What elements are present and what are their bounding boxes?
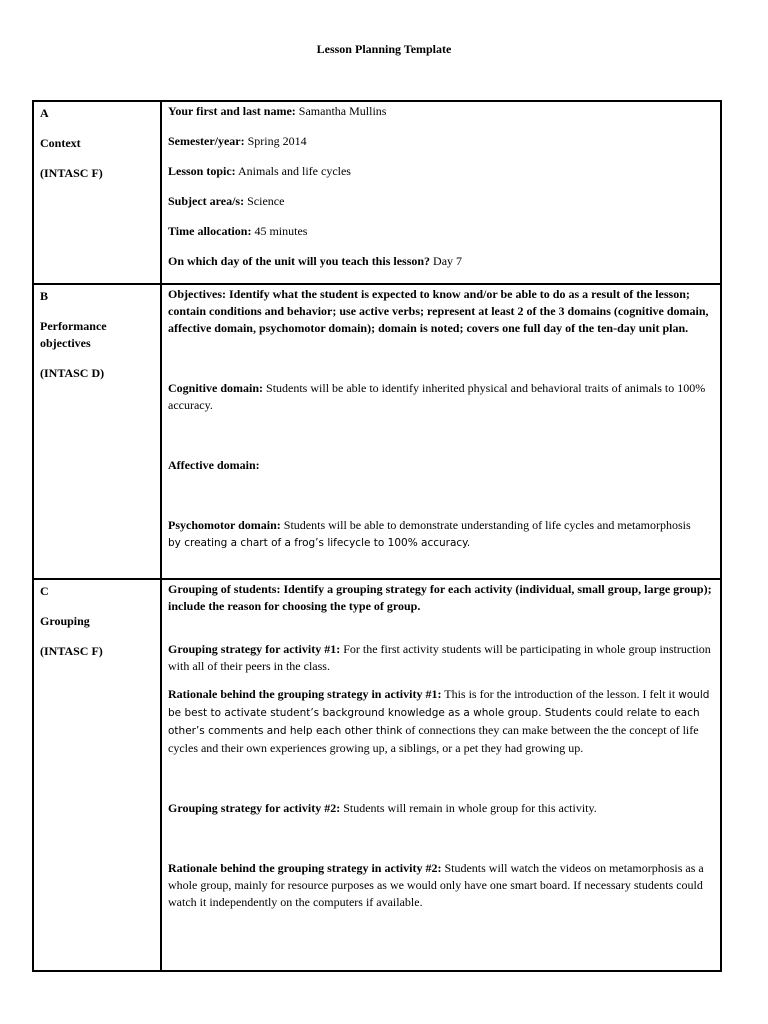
section-c-standard: (INTASC F)	[40, 644, 103, 658]
section-a-label-cell	[33, 101, 161, 284]
cognitive-domain: Cognitive domain: Students will be able to identify inherited physical and behavioral traits of animals to 100% accuracy.	[168, 381, 706, 412]
section-a-name: Context	[40, 136, 81, 150]
section-a-standard: (INTASC F)	[40, 166, 103, 180]
field-time: Time allocation: 45 minutes	[168, 224, 308, 238]
section-b-content-cell	[161, 284, 721, 579]
section-b-letter: B	[40, 289, 49, 303]
grouping-rationale-2: Rationale behind the grouping strategy in activity #2: Students will watch the videos on metamorphosis as a whole group, mainly for resource purposes as we would only have one smart board. If necessary students could watch it independently on the computers if available.	[168, 861, 704, 909]
affective-domain: Affective domain:	[168, 458, 260, 472]
section-c-letter: C	[40, 584, 49, 598]
field-semester: Semester/year: Spring 2014	[168, 134, 307, 148]
section-c-label-cell	[33, 579, 161, 971]
grouping-instructions: Grouping of students: Identify a grouping strategy for each activity (individual, small group, large group); include the reason for choosing the type of group.	[168, 582, 712, 613]
section-c-row	[33, 579, 721, 971]
section-b-label-cell	[33, 284, 161, 579]
section-b-row	[33, 284, 721, 579]
psychomotor-domain: Psychomotor domain: Students will be able to demonstrate understanding of life cycles and metamorphosis by creating a chart of a frog’s lifecycle to 100% accuracy.	[168, 518, 691, 549]
field-topic: Lesson topic: Animals and life cycles	[168, 164, 351, 178]
section-a-content-cell	[161, 101, 721, 284]
objectives-instructions: Objectives: Identify what the student is expected to know and/or be able to do as a result of the lesson; contain conditions and behavior; use active verbs; represent at least 2 of the 3 domains (cognitive domain, affective domain, psychomotor domain); domain is noted; covers one full day of the ten-day unit plan.	[168, 287, 709, 335]
grouping-strategy-1: Grouping strategy for activity #1: For the first activity students will be participating in whole group instruction with all of their peers in the class.	[168, 642, 711, 673]
grouping-strategy-2: Grouping strategy for activity #2: Students will remain in whole group for this activity.	[168, 801, 597, 815]
section-a-row	[33, 101, 721, 284]
section-c-name: Grouping	[40, 614, 90, 628]
section-b-name-line1: Performance	[40, 319, 107, 333]
field-name: Your first and last name: Samantha Mullins	[168, 104, 387, 118]
document-title: Lesson Planning Template	[316, 42, 452, 56]
section-c-content-cell	[161, 579, 721, 971]
grouping-rationale-1: Rationale behind the grouping strategy in activity #1: This is for the introduction of the lesson. I felt it would be best to activate student’s background knowledge as a whole group. Students could relate to each other’s comments and help each other think of connections they can make between the the concept of life cycles and their own experiences growing up, a siblings, or a pet they had growing up.	[168, 687, 710, 755]
section-b-name-line2: objectives	[40, 336, 91, 350]
section-a-letter: A	[40, 106, 49, 120]
field-day: On which day of the unit will you teach this lesson? Day 7	[168, 254, 463, 268]
field-subject: Subject area/s: Science	[168, 194, 285, 208]
lesson-plan-table	[32, 100, 722, 972]
section-b-standard: (INTASC D)	[40, 366, 105, 380]
